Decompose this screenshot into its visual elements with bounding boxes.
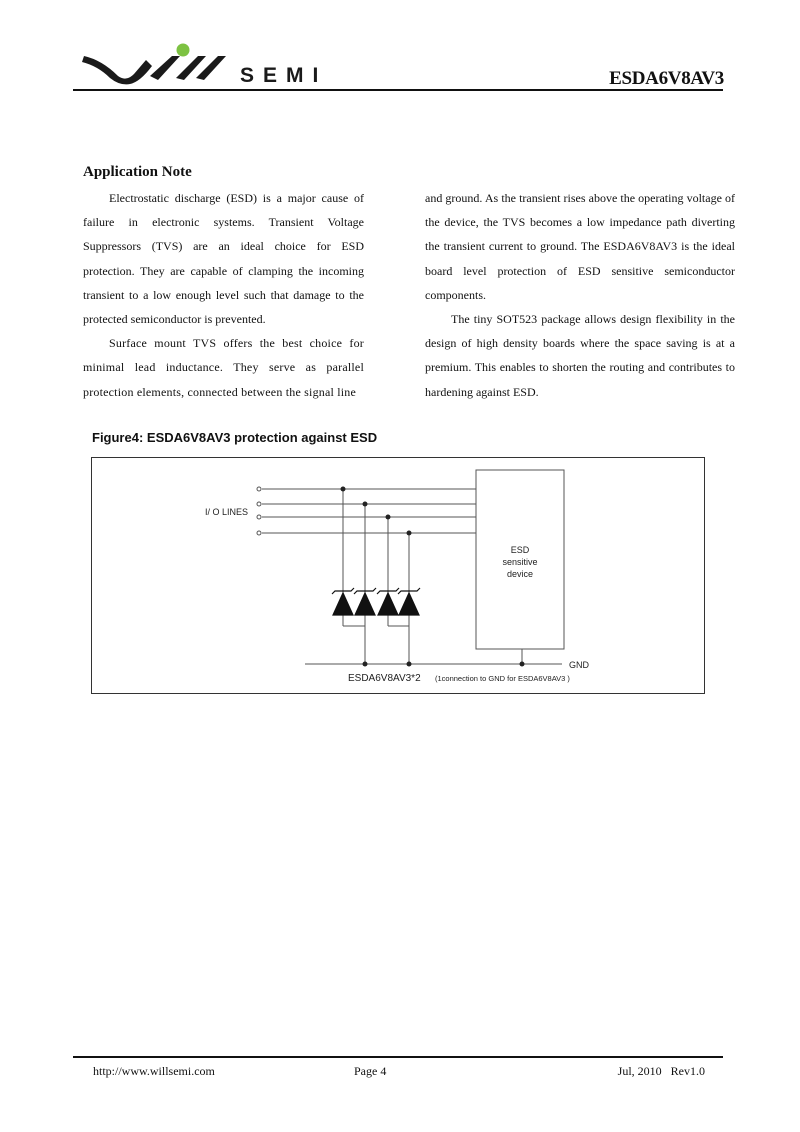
io-terminal-4 [257,531,261,535]
paragraph: Electrostatic discharge (ESD) is a major cause of failure in electronic systems. Transient Voltage Suppressors (TVS) are an ideal choice for ESD protection. They are capable of clamping the incoming transient to a low enough level such that damage to the protected semiconductor is prevented. [83,191,364,327]
tvs-diode-4 [399,593,419,615]
footer-divider [73,1056,723,1058]
device-label-line3: device [506,569,534,579]
tvs-diode-1 [333,593,353,615]
esd-protection-schematic [92,458,704,693]
left-column [83,186,364,404]
tvs-diode-2 [355,593,375,615]
part-label: ESDA6V8AV3*2 [348,673,421,684]
junction-dot [407,662,412,667]
figure-title: Figure4: ESDA6V8AV3 protection against ESD [92,430,378,445]
part-number-header: ESDA6V8AV3 [609,68,724,89]
io-terminal-3 [257,515,261,519]
device-label-line1: ESD [510,545,530,555]
paragraph: The tiny SOT523 package allows design flexibility in the design of high density boards where the space saving is at a premium. This enables to shorten the routing and contributes to hardening against ESD. [425,312,735,399]
logo-w-swoosh [82,56,152,84]
connection-note: (1connection to GND for ESDA6V8AV3 ) [435,674,570,683]
io-terminal-2 [257,502,261,506]
figure-frame [91,457,705,694]
paragraph: Surface mount TVS offers the best choice for minimal lead inductance. They serve as parallel protection elements, connected between the signal line [83,336,364,399]
footer-url-link[interactable]: http://www.willsemi.com [93,1064,215,1078]
logo-dot [177,44,190,57]
tvs-diode-3 [378,593,398,615]
logo-semi-text: SEMI [240,64,328,87]
junction-dot [520,662,525,667]
right-column [425,186,735,404]
footer-page-number: Page 4 [354,1064,387,1078]
section-title: Application Note [83,164,192,180]
junction-dot [407,531,412,536]
footer-date-revision: Jul, 2010 Rev1.0 [617,1064,705,1078]
gnd-label: GND [569,660,589,670]
io-lines-label: I/ O LINES [205,507,249,517]
junction-dot [341,487,346,492]
device-label-line2: sensitive [502,557,538,567]
io-terminal-1 [257,487,261,491]
paragraph: and ground. As the transient rises above the operating voltage of the device, the TVS becomes a low impedance path diverting the transient current to ground. The ESDA6V8AV3 is the ideal board level protection of ESD sensitive semiconductor components. [425,191,735,302]
junction-dot [363,502,368,507]
will-semi-logo [80,42,360,88]
junction-dot [386,515,391,520]
header-divider [73,89,723,91]
logo-w-right [150,56,180,80]
junction-dot [363,662,368,667]
